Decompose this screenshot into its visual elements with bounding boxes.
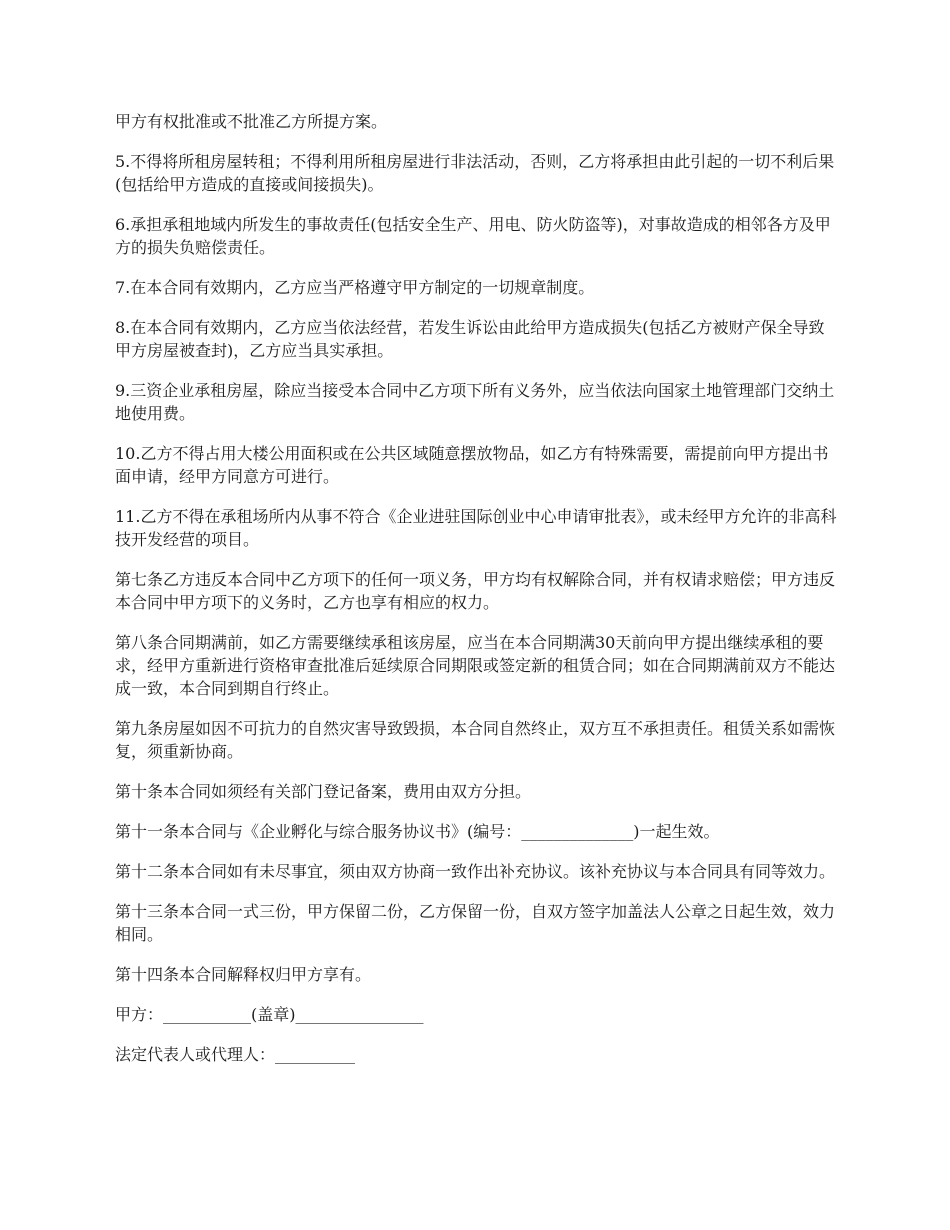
article-12-supplement: 第十二条本合同如有未尽事宜，须由双方协商一致作出补充协议。该补充协议与本合同具有同等效力。	[115, 862, 836, 881]
party-a-signature-line: 甲方：___________(盖章)________________	[115, 1005, 424, 1024]
clause-7-rules-compliance: 7.在本合同有效期内，乙方应当严格遵守甲方制定的一切规章制度。	[115, 278, 595, 297]
legal-representative-line: 法定代表人或代理人：__________	[115, 1045, 356, 1064]
article-14-interpretation: 第十四条本合同解释权归甲方享有。	[115, 965, 372, 984]
article-7-breach: 第七条乙方违反本合同中乙方项下的任何一项义务，甲方均有权解除合同，并有权请求赔偿；甲方违反本合同中甲方项下的义务时，乙方也享有相应的权力。	[115, 570, 836, 612]
clause-6-accident-liability: 6.承担承租地域内所发生的事故责任(包括安全生产、用电、防火防盗等)，对事故造成的相邻各方及甲方的损失负赔偿责任。	[115, 215, 831, 257]
clause-9-land-use-fee: 9.三资企业承租房屋，除应当接受本合同中乙方项下所有义务外，应当依法向国家土地管理部门交纳土地使用费。	[115, 381, 835, 423]
article-10-registration: 第十条本合同如须经有关部门登记备案，费用由双方分担。	[115, 782, 532, 801]
clause-5-no-sublease: 5.不得将所租房屋转租；不得利用所租房屋进行非法活动，否则，乙方将承担由此引起的一切不利后果(包括给甲方造成的直接或间接损失)。	[115, 152, 835, 194]
article-9-force-majeure: 第九条房屋如因不可抗力的自然灾害导致毁损，本合同自然终止，双方互不承担责任。租赁关系如需恢复，须重新协商。	[115, 719, 836, 761]
paragraph-approval: 甲方有权批准或不批准乙方所提方案。	[115, 112, 388, 131]
article-13-copies: 第十三条本合同一式三份，甲方保留二份，乙方保留一份，自双方签字加盖法人公章之日起生效，效力相同。	[115, 902, 836, 944]
article-8-renewal: 第八条合同期满前，如乙方需要继续承租该房屋，应当在本合同期满30天前向甲方提出继续承租的要求，经甲方重新进行资格审查批准后延续原合同期限或签定新的租赁合同；如在合同期满前双方不能达成一致，本合同到期自行终止。	[115, 633, 836, 698]
clause-8-lawful-operation: 8.在本合同有效期内，乙方应当依法经营，若发生诉讼由此给甲方造成损失(包括乙方被财产保全导致甲方房屋被查封)，乙方应当具实承担。	[115, 318, 825, 360]
document-body	[115, 110, 840, 1083]
clause-10-public-area: 10.乙方不得占用大楼公用面积或在公共区域随意摆放物品，如乙方有特殊需要，需提前向甲方提出书面申请，经甲方同意方可进行。	[115, 444, 829, 486]
clause-11-business-scope: 11.乙方不得在承租场所内从事不符合《企业进驻国际创业中心申请审批表》，或未经甲方允许的非高科技开发经营的项目。	[115, 507, 837, 549]
article-11-effectiveness: 第十一条本合同与《企业孵化与综合服务协议书》(编号：______________)一起生效。	[115, 822, 720, 841]
